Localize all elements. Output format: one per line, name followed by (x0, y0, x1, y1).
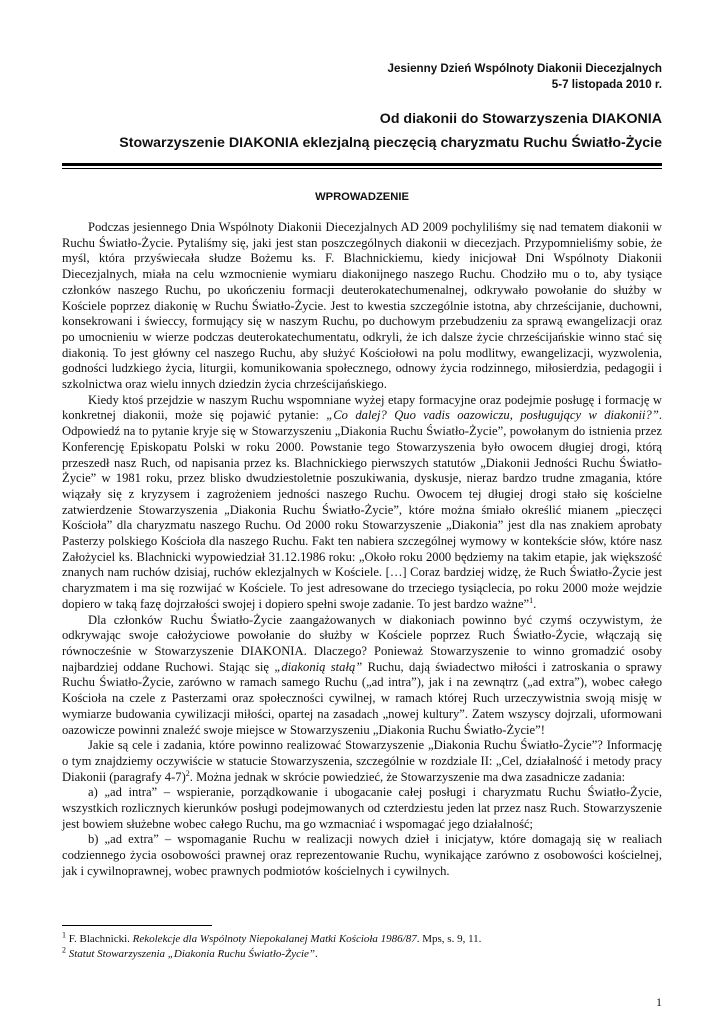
paragraph-2 (62, 393, 662, 613)
paragraph-2-part-a: Kiedy ktoś przejdzie w naszym Ruchu wspomniane wyżej etapy formacyjne oraz podejmie posługę i formację w konkretnej diakonii, może się pojawić pytanie: (62, 392, 662, 423)
paragraph-2-part-b: . Odpowiedź na to pytanie kryje się w Stowarzyszeniu „Diakonia Ruchu Światło-Życie”, powołanym do istnienia przez Konferencję Episkopatu Polski w roku 2000. Powstanie tego Stowarzyszenia było owocem długiej drogi, którą przeszedł nasz Ruch, od napisania przez ks. Blachnickiego pierwszych statutów „Diakonii Jedności Ruchu Światło-Życie” w 1981 roku, przez blisko dwudziestoletnie poszukiwania, dyskusje, nieraz bardzo trudne zmagania, które wiązały się z kryzysem i zagrożeniem jedności naszego Ruchu. Owocem tej długiej drogi stało się kościelne zatwierdzenie Stowarzyszenia „Diakonia Ruchu Światło-Życie”, które można śmiało określić mianem „pieczęci Kościoła” dla charyzmatu naszego Ruchu. Od 2000 roku Stowarzyszenie „Diakonia” jest dla nas znakiem aprobaty Pasterzy polskiego Kościoła dla naszego Ruchu. Fakt ten nabiera szczególnej wymowy w kontekście słów, które nasz Założyciel ks. Blachnicki wypowiedział 31.12.1986 roku: „Około roku 2000 będziemy na takim etapie, jak większość znanych nam ruchów dzisiaj, ruchów eklezjalnych w Kościele. […] Coraz bardziej widzę, że Ruch Światło-Życie jest charyzmatem i ma się rozwijać w Kościele. To jest adresowane do trzeciego tysiąclecia, po roku 2000 może wejdzie dopiero w taką fazę dojrzałości swojej i dopiero spełni swoje zadanie. To jest bardzo ważne” (62, 408, 662, 611)
paragraph-5: a) „ad intra” – wspieranie, porządkowanie i ubogacanie całej posługi i charyzmatu Ruchu Światło-Życie, wszystkich rozlicznych kierunków posługi podejmowanych od czterdziestu jeden lat przez nasz Ruch. Stowarzyszenie jest bowiem służebne wobec całego Ruchu, ma go wzmacniać i wspomagać jego działalność; (62, 785, 662, 831)
footnote-2 (62, 947, 662, 962)
footnote-1-mark: 1 (62, 930, 66, 940)
event-name: Jesienny Dzień Wspólnoty Diakonii Diecezjalnych (387, 62, 662, 75)
paragraph-3-part-b: Ruchu, dają świadectwo miłości i zatroskania o sprawy Ruchu Światło-Życie, zarówno w ramach samego Ruchu („ad intra”), jak i na zewnątrz („ad extra”), wobec całego Kościoła na czele z Pasterzami oraz społeczności cywilnej, w ramach której Ruch urzeczywistnia swoją misję w wymiarze budowania cywilizacji miłości, opartej na zasadach „nowej kultury”. Zatem wszyscy dojrzali, uformowani oazowicze powinni znaleźć swoje miejsce w Stowarzyszeniu „Diakonia Ruchu Światło-Życie”! (62, 659, 662, 737)
event-header (388, 61, 662, 93)
footnotes (62, 932, 662, 962)
footnote-1-author: F. Blachnicki. (66, 933, 133, 945)
paragraph-2-part-c: . (533, 596, 537, 611)
footnote-1-pages: . Mps, s. 9, 11. (416, 933, 482, 945)
footnote-1-title: Rekolekcje dla Wspólnoty Niepokalanej Matki Kościoła 1986/87 (132, 933, 417, 945)
footnote-ref-1[interactable]: 1 (529, 595, 534, 605)
paragraph-6: b) „ad extra” – wspomaganie Ruchu w realizacji nowych dzieł i inicjatyw, które domagają się w realiach codziennego życia osobowości prawnej oraz reprezentowanie Ruchu, wynikające zarówno z osobowości kościelnej, jak i cywilnoprawnej, wobec prawnych podmiotów kościelnych i cywilnych. (62, 832, 662, 878)
body-text (62, 220, 662, 880)
title-divider-thin (62, 168, 662, 169)
paragraph-3-part-a: Dla członków Ruchu Światło-Życie zaangażowanych w diakoniach powinno być czymś oczywistym, że odkrywając swoje całożyciowe powołanie do służby w Kościele poprzez Ruch Światło-Życie, włączają się równocześnie w Stowarzyszenie DIAKONIA. Dlaczego? Ponieważ Stowarzyszenie to winno gromadzić osoby najbardziej oddane Ruchowi. Stając się (62, 612, 662, 674)
page-number: 1 (656, 995, 662, 1009)
paragraph-3-italic: „diakonią stałą” (274, 659, 363, 674)
footnote-ref-2[interactable]: 2 (185, 768, 190, 778)
paragraph-4 (62, 738, 662, 785)
title-line-1: Od diakonii do Stowarzyszenia DIAKONIA (379, 111, 662, 127)
footnote-2-mark: 2 (62, 945, 66, 955)
paragraph-2-italic: „Co dalej? Quo vadis oazowiczu, posługujący w diakonii?” (326, 408, 659, 423)
footnote-1 (62, 932, 662, 947)
paragraph-1: Podczas jesiennego Dnia Wspólnoty Diakonii Diecezjalnych AD 2009 pochyliliśmy się nad tematem diakonii w Ruchu Światło-Życie. Pytaliśmy się, jaki jest stan poszczególnych diakonii w diecezjach. Przypomnieliśmy sobie, że myśl, która przyświecała słudze Bożemu ks. F. Blachnickiemu, kiedy inicjował Dni Wspólnoty Diakonii Diecezjalnych, miała na celu wzmocnienie wymiaru diakonijnego naszego Ruchu. Chodziło mu o to, aby tysiące członków naszego Ruchu, po ukończeniu formacji deuterokatechumenalnej, odkrywało powołanie do służby w Kościele poprzez diakonię w Ruchu Światło-Życie. Jest to kwestia szczególnie istotna, aby chrześcijanie, duchowni, konsekrowani i świeccy, formujący się w naszym Ruchu, po duchowym przebudzeniu za sprawą ewangelizacji oraz po umocnieniu w wierze podczas deuterokatechumentatu, odkryli, że ich dalsze życie chrześcijańskie winno stać się diakonią. To jest główny cel naszego Ruchu, aby służyć Kościołowi na polu modlitwy, ewangelizacji, wyzwolenia, godności ludzkiego życia, liturgii, komunikowania społecznego, odnowy życia rodzinnego, miłosierdzia, pedagogii i szkolnictwa oraz wielu innych dziedzin życia chrześcijańskiego. (62, 220, 662, 392)
paragraph-4-part-a: Jakie są cele i zadania, które powinno realizować Stowarzyszenie „Diakonia Ruchu Światło-Życie”? Informację o tym znajdziemy oczywiście w statucie Stowarzyszenia, szczególnie w rozdziale II: „Cel, działalność i metody pracy Diakonii (paragrafy 4-7) (62, 738, 662, 784)
paragraph-3 (62, 613, 662, 739)
document-title (119, 107, 662, 155)
title-line-2: Stowarzyszenie DIAKONIA eklezjalną pieczęcią charyzmatu Ruchu Światło-Życie (119, 135, 662, 151)
event-date: 5-7 listopada 2010 r. (551, 78, 662, 91)
footnote-2-title: Statut Stowarzyszenia „Diakonia Ruchu Światło-Życie” (66, 948, 316, 960)
title-divider-thick (62, 163, 662, 166)
footnote-divider (62, 925, 212, 926)
section-heading: WPROWADZENIE (315, 191, 409, 203)
footnote-2-end: . (315, 948, 318, 960)
paragraph-4-part-b: . Można jednak w skrócie powiedzieć, że Stowarzyszenie ma dwa zasadnicze zadania: (189, 769, 626, 784)
